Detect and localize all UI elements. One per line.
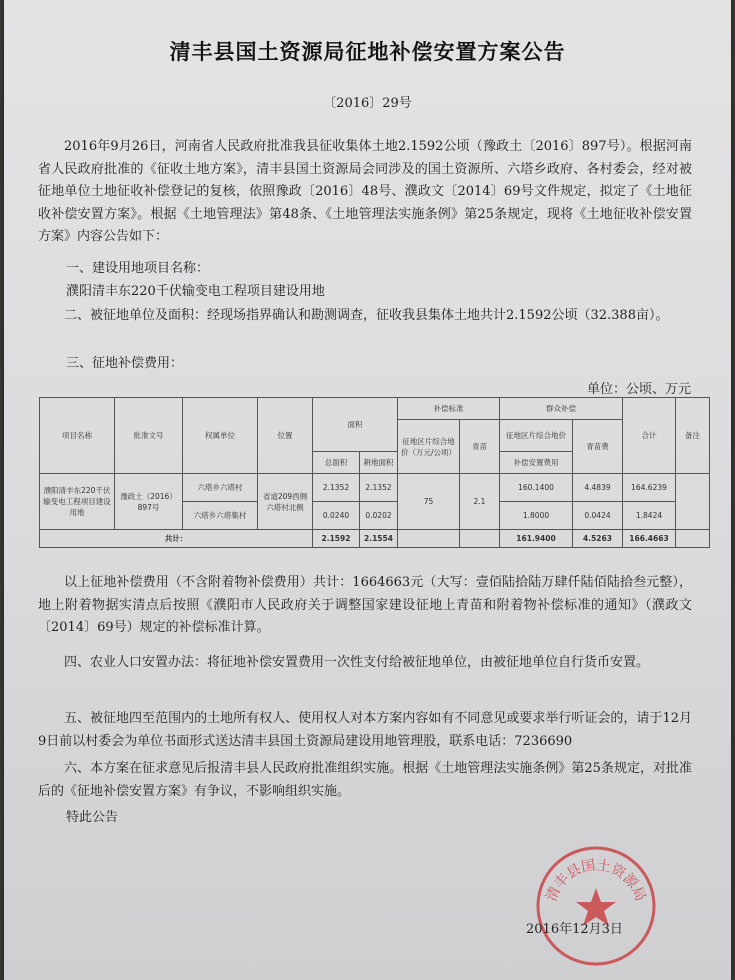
sum-empty — [676, 530, 710, 548]
header-owner: 权属单位 — [183, 398, 258, 474]
header-land-comp: 征地区片综合地价 — [500, 420, 573, 452]
header-unit-price: 征地区片综合地价（万元/公顷） — [398, 420, 460, 474]
unit-label: 单位：公顷、万元 — [586, 382, 691, 397]
sum-farmland: 2.1554 — [360, 530, 398, 548]
cell-resettle: 1.8000 — [500, 502, 573, 530]
cell-resettle: 160.1400 — [500, 474, 573, 502]
cell-crops-fee: 0.0424 — [573, 502, 623, 530]
header-area: 面积 — [313, 398, 398, 452]
header-resettle: 补偿安置费用 — [500, 452, 573, 474]
document-number: 〔2016〕29号 — [323, 96, 412, 111]
sum-resettle: 161.9400 — [500, 530, 573, 548]
header-project-name: 项目名称 — [40, 398, 115, 474]
closing-text: 特此公告 — [66, 810, 119, 825]
header-crops: 青苗 — [460, 420, 500, 474]
header-standard: 补偿标准 — [398, 398, 500, 420]
section6-paragraph: 六、本方案在征求意见后报清丰县人民政府批准组织实施。根据《土地管理法实施条例》第25条规定，对批准后的《征地补偿安置方案》有争议，不影响组织实施。 — [38, 761, 692, 799]
cell-project: 濮阳清丰东220千伏输变电工程项目建设用地 — [40, 474, 115, 530]
cell-approval: 豫政土（2016）897号 — [115, 474, 183, 530]
header-total: 合计 — [623, 398, 676, 474]
cell-crops-fee: 4.4839 — [573, 474, 623, 502]
notice-title: 清丰县国土资源局征地补偿安置方案公告 — [169, 39, 566, 64]
header-farmland-area: 耕地面积 — [360, 452, 398, 474]
table-row — [40, 474, 710, 502]
header-remarks: 备注 — [676, 398, 710, 474]
cell-unit-price: 75 — [398, 474, 460, 530]
sum-total: 166.4663 — [623, 530, 676, 548]
cell-farmland: 2.1352 — [360, 474, 398, 502]
header-location: 位置 — [258, 398, 313, 474]
sum-crops-fee: 4.5263 — [573, 530, 623, 548]
cell-total-area: 0.0240 — [313, 502, 360, 530]
notice-paper — [4, 0, 731, 980]
cell-remarks — [676, 474, 710, 530]
cell-owner: 六塔乡六塔村 — [183, 474, 258, 502]
header-total-area: 总面积 — [313, 452, 360, 474]
sum-empty — [460, 530, 500, 548]
section5-paragraph: 五、被征地四至范围内的土地所有权人、使用权人对本方案内容如有不同意见或要求举行听证会的，请于12月9日前以村委会为单位书面形式送达清丰县国土资源局建设用地管理股，联系电话：7236690 — [38, 711, 692, 749]
intro-paragraph: 2016年9月26日，河南省人民政府批准我县征收集体土地2.1592公顷（豫政土〔2016〕897号）。根据河南省人民政府批准的《征收土地方案》，清丰县国土资源局会同涉及的国土资源所、六塔乡政府、各村委会，经对被征地单位土地征收补偿登记的复核，依照豫政〔2016〕48号、濮政文〔2014〕69号文件规定，拟定了《土地征收补偿安置方案》。根据《土地管理法》第48条、《土地管理法实施条例》第25条规定，现将《土地征收补偿安置方案》内容公告如下： — [38, 139, 692, 244]
cell-total-area: 2.1352 — [313, 474, 360, 502]
sum-label: 共计： — [40, 530, 313, 548]
section1-content: 濮阳清丰东220千伏输变电工程项目建设用地 — [66, 284, 325, 299]
section2-paragraph: 二、被征地单位及面积：经现场指界确认和勘测调查，征收我县集体土地共计2.1592公顷（32.388亩）。 — [64, 308, 669, 323]
official-seal-icon — [532, 842, 660, 970]
sum-total-area: 2.1592 — [313, 530, 360, 548]
cell-location: 省道209西侧六塔村北侧 — [258, 474, 313, 530]
sum-empty — [398, 530, 460, 548]
section1-heading: 一、建设用地项目名称： — [66, 261, 210, 276]
header-crops-fee: 青苗费 — [573, 420, 623, 474]
cell-farmland: 0.0202 — [360, 502, 398, 530]
notice-date: 2016年12月3日 — [526, 922, 623, 937]
after-table-paragraph: 以上征地补偿费用（不含附着物补偿费用）共计：1664663元（大写：壹佰陆拾陆万肆仟陆佰陆拾叁元整），地上附着物据实清点后按照《濮阳市人民政府关于调整国家建设征地上青苗和附着物补偿标准的通知》（濮政文〔2014〕69号）规定的补偿标准计算。 — [38, 575, 692, 635]
header-masses: 群众补偿 — [500, 398, 623, 420]
cell-owner: 六塔乡六塔集村 — [183, 502, 258, 530]
header-approval-no: 批准文号 — [115, 398, 183, 474]
cell-total: 164.6239 — [623, 474, 676, 502]
section3-heading: 三、征地补偿费用： — [66, 356, 184, 371]
table-sum-row — [40, 530, 710, 548]
cell-crops-standard: 2.1 — [460, 474, 500, 530]
cell-total: 1.8424 — [623, 502, 676, 530]
section4-paragraph: 四、农业人口安置办法：将征地补偿安置费用一次性支付给被征地单位，由被征地单位自行货币安置。 — [64, 655, 650, 670]
compensation-table — [39, 397, 710, 548]
seal-text: 清丰县国土资源局 — [543, 857, 649, 904]
